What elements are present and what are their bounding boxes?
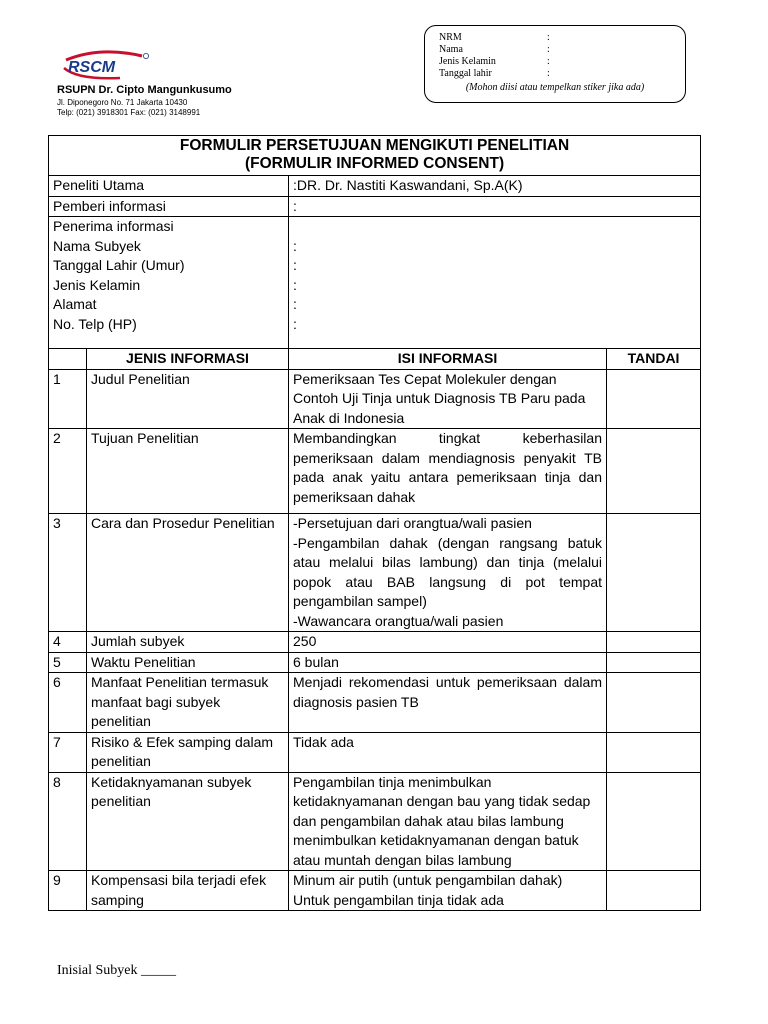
- penerima-informasi-labels: [49, 217, 289, 349]
- table-row: [49, 673, 701, 733]
- sticker-note: (Mohon diisi atau tempelkan stiker jika ada): [465, 82, 645, 93]
- row-number: 2: [49, 429, 87, 514]
- row-jenis: Waktu Penelitian: [87, 652, 289, 673]
- penerima-informasi-values: [289, 217, 701, 349]
- tanggal-lahir-label: Tanggal lahir: [439, 68, 492, 79]
- row-isi: [289, 871, 607, 911]
- row-number: 5: [49, 652, 87, 673]
- row-jenis: Kompensasi bila terjadi efek samping: [87, 871, 289, 911]
- row-number: 9: [49, 871, 87, 911]
- row-isi: Membandingkan tingkat keberhasilan pemeriksaan dalam mendiagnosis penyakit TB pada anak yaitu antara pemeriksaan tinja dan pemeriksaan dahak: [289, 429, 607, 514]
- row-tandai-checkbox[interactable]: [607, 429, 701, 514]
- row-isi: Tidak ada: [289, 732, 607, 772]
- patient-sticker-box: [424, 25, 686, 103]
- row-number: 7: [49, 732, 87, 772]
- procedure-item: -Pengambilan dahak (dengan rangsang batuk atau melalui bilas lambung) dan tinja (melalui popok atau BAB langsung di pot tempat pengambilan sampel): [293, 534, 602, 609]
- tanggal-lahir-field[interactable]: :: [547, 68, 550, 79]
- table-row: [49, 514, 701, 632]
- row-number: 1: [49, 369, 87, 429]
- row-tandai-checkbox[interactable]: [607, 632, 701, 653]
- table-row: [49, 652, 701, 673]
- peneliti-utama-value: :DR. Dr. Nastiti Kaswandani, Sp.A(K): [289, 176, 701, 197]
- tanggal-lahir-field[interactable]: :: [293, 257, 297, 273]
- table-row: [49, 732, 701, 772]
- penerima-heading: Penerima informasi: [53, 218, 174, 234]
- row-tandai-checkbox[interactable]: [607, 652, 701, 673]
- nama-subyek-field[interactable]: :: [293, 237, 297, 254]
- table-row: [49, 632, 701, 653]
- alamat-label: Alamat: [53, 296, 97, 312]
- table-row: [49, 772, 701, 871]
- row-tandai-checkbox[interactable]: [607, 732, 701, 772]
- row-jenis: Risiko & Efek samping dalam penelitian: [87, 732, 289, 772]
- compensation-line: Untuk pengambilan tinja tidak ada: [293, 891, 504, 908]
- row-tandai-checkbox[interactable]: [607, 772, 701, 871]
- no-telp-field[interactable]: :: [293, 315, 297, 332]
- pemberi-informasi-field[interactable]: :: [289, 196, 701, 217]
- table-header-row: [49, 349, 701, 370]
- header-jenis-informasi: JENIS INFORMASI: [87, 349, 289, 370]
- row-number: 8: [49, 772, 87, 871]
- jenis-kelamin-label: Jenis Kelamin: [53, 276, 141, 293]
- table-row: [49, 369, 701, 429]
- row-isi: 6 bulan: [289, 652, 607, 673]
- row-number: 3: [49, 514, 87, 632]
- row-isi: Pemeriksaan Tes Cepat Molekuler dengan Contoh Uji Tinja untuk Diagnosis TB Paru pada Anak di Indonesia: [289, 369, 607, 429]
- informed-consent-table: [48, 135, 701, 911]
- row-jenis: Manfaat Penelitian termasuk manfaat bagi subyek penelitian: [87, 673, 289, 733]
- no-telp-label: No. Telp (HP): [53, 315, 137, 332]
- row-jenis: Cara dan Prosedur Penelitian: [87, 514, 289, 632]
- header-no: [49, 349, 87, 370]
- hospital-name: RSUPN Dr. Cipto Mangunkusumo: [57, 84, 232, 96]
- svg-text:RSCM: RSCM: [68, 59, 116, 76]
- row-isi: Menjadi rekomendasi untuk pemeriksaan dalam diagnosis pasien TB: [289, 673, 607, 733]
- penerima-heading-value: [293, 217, 696, 237]
- hospital-phone: Telp: (021) 3918301 Fax: (021) 3148991: [57, 108, 201, 117]
- row-tandai-checkbox[interactable]: [607, 673, 701, 733]
- header-tandai: TANDAI: [607, 349, 701, 370]
- nama-subyek-label: Nama Subyek: [53, 237, 141, 254]
- row-jenis: Ketidaknyamanan subyek penelitian: [87, 772, 289, 871]
- nrm-field[interactable]: :: [547, 32, 550, 43]
- peneliti-utama-label: Peneliti Utama: [49, 176, 289, 197]
- form-title-line2: (FORMULIR INFORMED CONSENT): [244, 155, 505, 172]
- row-isi: 250: [289, 632, 607, 653]
- row-jenis: Tujuan Penelitian: [87, 429, 289, 514]
- rscm-logo: [60, 48, 160, 82]
- tanggal-lahir-umur-label: Tanggal Lahir (Umur): [53, 257, 185, 273]
- row-tandai-checkbox[interactable]: [607, 514, 701, 632]
- subject-initials[interactable]: Inisial Subyek _____: [57, 963, 176, 978]
- nama-label: Nama: [439, 44, 463, 55]
- jenis-kelamin-label: Jenis Kelamin: [439, 56, 496, 67]
- row-tandai-checkbox[interactable]: [607, 871, 701, 911]
- jenis-kelamin-field[interactable]: :: [547, 56, 550, 67]
- table-row: [49, 429, 701, 514]
- nama-field[interactable]: :: [547, 44, 550, 55]
- procedure-item: -Persetujuan dari orangtua/wali pasien: [293, 515, 532, 531]
- header-isi-informasi: ISI INFORMASI: [289, 349, 607, 370]
- jenis-kelamin-field[interactable]: :: [293, 276, 297, 293]
- nrm-label: NRM: [439, 32, 462, 43]
- row-number: 6: [49, 673, 87, 733]
- alamat-field[interactable]: :: [293, 296, 297, 312]
- table-row: [49, 871, 701, 911]
- row-jenis: Judul Penelitian: [87, 369, 289, 429]
- row-isi: [289, 514, 607, 632]
- form-title-line1: FORMULIR PERSETUJUAN MENGIKUTI PENELITIAN: [179, 137, 570, 154]
- hospital-address: Jl. Diponegoro No. 71 Jakarta 10430: [57, 98, 188, 107]
- compensation-line: Minum air putih (untuk pengambilan dahak): [293, 872, 563, 888]
- form-title: [49, 136, 701, 176]
- row-jenis: Jumlah subyek: [87, 632, 289, 653]
- row-number: 4: [49, 632, 87, 653]
- procedure-item: -Wawancara orangtua/wali pasien: [293, 612, 504, 629]
- row-tandai-checkbox[interactable]: [607, 369, 701, 429]
- row-isi: Pengambilan tinja menimbulkan ketidaknyamanan dengan bau yang tidak sedap dan pengambilan dahak atau bilas lambung menimbulkan ketidaknyamanan dengan batuk atau muntah dengan bilas lambung: [289, 772, 607, 871]
- pemberi-informasi-label: Pemberi informasi: [49, 196, 289, 217]
